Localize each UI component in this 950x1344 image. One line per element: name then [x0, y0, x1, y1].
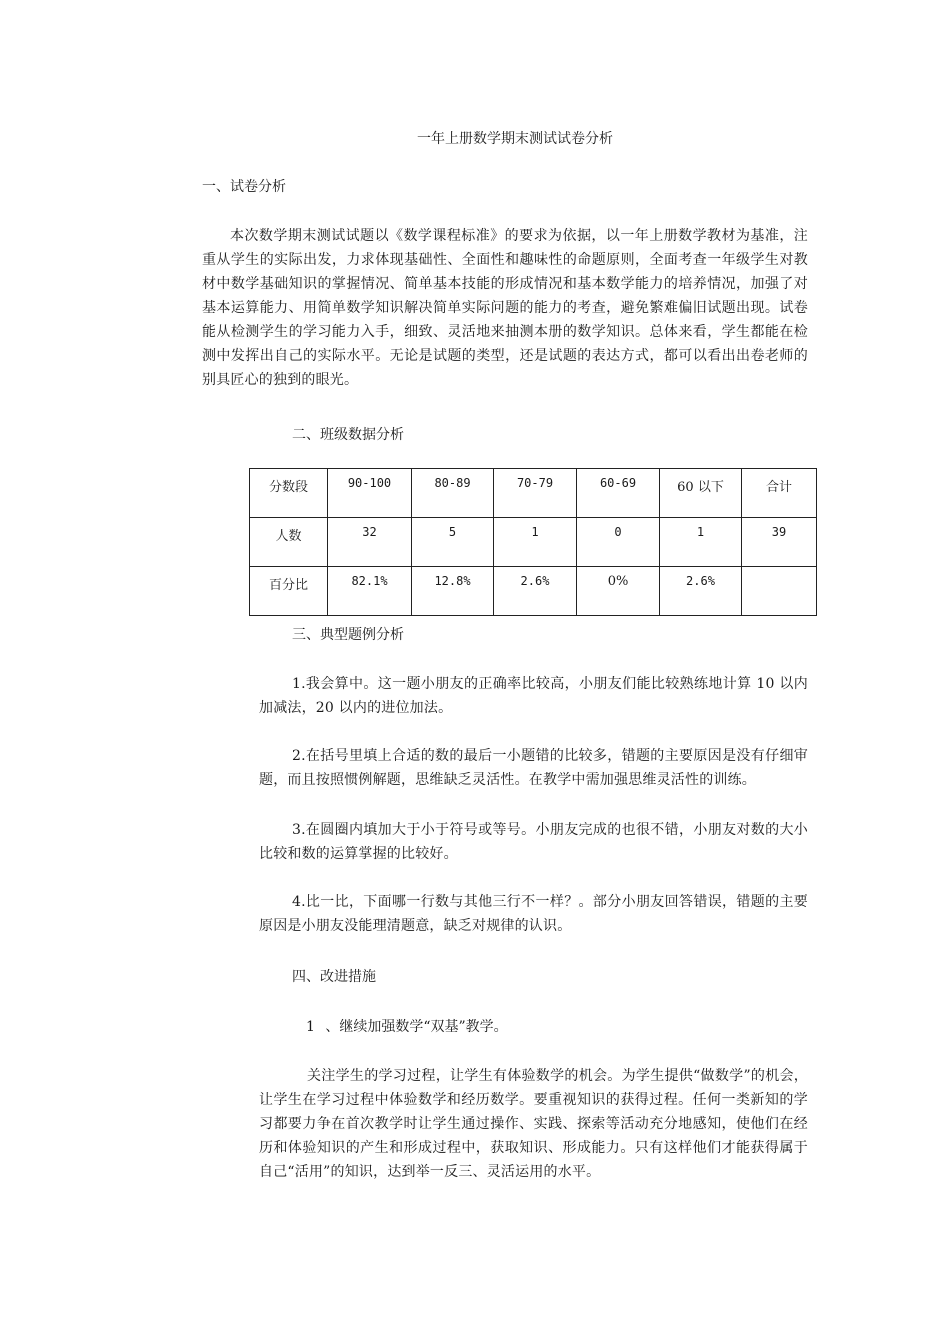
- section-heading-improvement-measures: 四、改进措施: [292, 969, 376, 985]
- table-header-cell: 70-79: [494, 469, 577, 518]
- measure-title: 1 、继续加强数学“双基”教学。: [306, 1019, 508, 1035]
- section-heading-typical-examples: 三、典型题例分析: [292, 627, 404, 643]
- measure-paragraph: 关注学生的学习过程，让学生有体验数学的机会。为学生提供“做数学”的机会，让学生在学习过程中体验数学和经历数学。要重视知识的获得过程。任何一类新知的学习都要力争在首次教学时让学生通过操作、实践、探索等活动充分地感知，使他们在经历和体验知识的产生和形成过程中，获取知识、形成能力。只有这样他们才能获得属于自己“活用”的知识，达到举一反三、灵活运用的水平。: [259, 1068, 808, 1180]
- table-cell: 0: [577, 518, 660, 567]
- table-cell: 2.6%: [660, 567, 742, 616]
- table-cell: 1: [494, 518, 577, 567]
- table-cell: 0%: [577, 567, 660, 616]
- table-cell: 82.1%: [328, 567, 412, 616]
- table-header-cell: 60-69: [577, 469, 660, 518]
- example-item: 4.比一比，下面哪一行数与其他三行不一样？。部分小朋友回答错误，错题的主要原因是小朋友没能理清题意，缺乏对规律的认识。: [259, 894, 808, 934]
- section-heading-class-data: 二、班级数据分析: [292, 427, 404, 443]
- table-header-cell: 60 以下: [660, 469, 742, 518]
- example-item: 2.在括号里填上合适的数的最后一小题错的比较多，错题的主要原因是没有仔细审题，而且按照惯例解题，思维缺乏灵活性。在教学中需加强思维灵活性的训练。: [259, 748, 808, 788]
- table-cell: 12.8%: [412, 567, 494, 616]
- example-item: 1.我会算中。这一题小朋友的正确率比较高，小朋友们能比较熟练地计算 10 以内加减法，20 以内的进位加法。: [259, 676, 808, 716]
- document-title: 一年上册数学期末测试试卷分析: [417, 131, 613, 147]
- table-cell: 5: [412, 518, 494, 567]
- table-cell: [742, 567, 817, 616]
- table-row: [250, 567, 817, 616]
- table-cell: 1: [660, 518, 742, 567]
- table-cell: 百分比: [250, 567, 328, 616]
- score-distribution-table: [249, 468, 817, 616]
- table-cell: 2.6%: [494, 567, 577, 616]
- table-header-row: [250, 469, 817, 518]
- table-header-cell: 合计: [742, 469, 817, 518]
- table-cell: 39: [742, 518, 817, 567]
- table-row: [250, 518, 817, 567]
- table-header-cell: 80-89: [412, 469, 494, 518]
- paper-analysis-paragraph: 本次数学期末测试试题以《数学课程标准》的要求为依据，以一年上册数学教材为基准，注重从学生的实际出发，力求体现基础性、全面性和趣味性的命题原则，全面考查一年级学生对教材中数学基础知识的掌握情况、简单基本技能的形成情况和基本数学能力的培养情况，加强了对基本运算能力、用简单数学知识解决简单实际问题的能力的考查，避免繁难偏旧试题出现。试卷能从检测学生的学习能力入手，细致、灵活地来抽测本册的数学知识。总体来看，学生都能在检测中发挥出自己的实际水平。无论是试题的类型，还是试题的表达方式，都可以看出出卷老师的别具匠心的独到的眼光。: [202, 228, 808, 388]
- table-cell: 32: [328, 518, 412, 567]
- table-header-cell: 分数段: [250, 469, 328, 518]
- section-heading-paper-analysis: 一、试卷分析: [202, 179, 286, 195]
- table-header-cell: 90-100: [328, 469, 412, 518]
- example-item: 3.在圆圈内填加大于小于符号或等号。小朋友完成的也很不错，小朋友对数的大小比较和数的运算掌握的比较好。: [259, 822, 808, 862]
- table-cell: 人数: [250, 518, 328, 567]
